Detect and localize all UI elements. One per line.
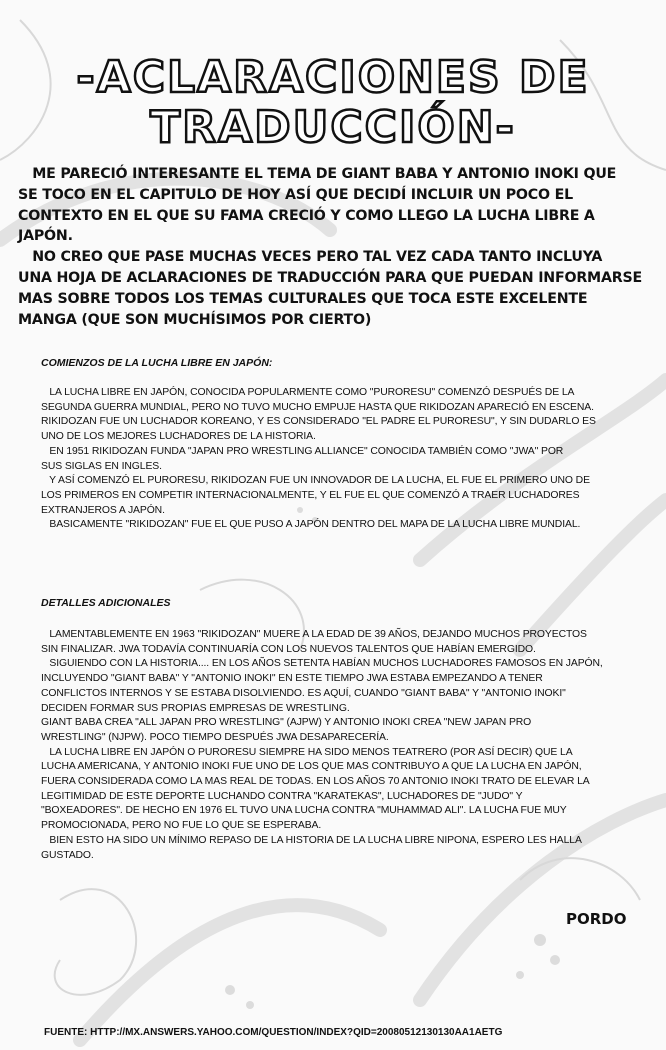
- body-line: BASICAMENTE "RIKIDOZAN" FUE EL QUE PUSO A JAPÓN DENTRO DEL MAPA DE LA LUCHA LIBRE MUNDIAL.: [41, 519, 581, 531]
- intro-line: NO CREO QUE PASE MUCHAS VECES PERO TAL VEZ CADA TANTO INCLUYA: [18, 249, 603, 266]
- body-line: EN 1951 RIKIDOZAN FUNDA "JAPAN PRO WRESTLING ALLIANCE" CONOCIDA TAMBIÉN COMO "JWA" POR: [41, 445, 564, 457]
- section-heading-detalles: DETALLES ADICIONALES: [41, 597, 171, 609]
- section-body-comienzos: [41, 386, 596, 533]
- body-line: SIN FINALIZAR. JWA TODAVÍA CONTINUARÍA CON LOS NUEVOS TALENTOS QUE HABÍAN EMERGIDO.: [41, 643, 536, 655]
- body-line: CONFLICTOS INTERNOS Y SE ESTABA DISOLVIENDO. ES AQUÍ, CUANDO "GIANT BABA" Y "ANTONIO INOKI": [41, 687, 566, 699]
- body-line: EXTRANJEROS A JAPÓN.: [41, 504, 165, 516]
- source-citation: FUENTE: HTTP://MX.ANSWERS.YAHOO.COM/QUESTION/INDEX?QID=20080512130130AA1AETG: [44, 1027, 503, 1038]
- intro-line: MAS SOBRE TODOS LOS TEMAS CULTURALES QUE TOCA ESTE EXCELENTE: [18, 290, 588, 307]
- body-line: FUERA CONSIDERADA COMO LA MAS REAL DE TODAS. EN LOS AÑOS 70 ANTONIO INOKI TRATO DE ELEVAR LA: [41, 776, 590, 788]
- body-line: RIKIDOZAN FUE UN LUCHADOR KOREANO, Y ES CONSIDERADO "EL PADRE EL PURORESU", Y SIN DUDARLO ES: [41, 416, 596, 428]
- body-line: LA LUCHA LIBRE EN JAPÓN O PURORESU SIEMPRE HA SIDO MENOS TEATRERO (POR ASÍ DECIR) QUE LA: [41, 746, 573, 758]
- intro-line: CONTEXTO EN EL QUE SU FAMA CRECIÓ Y COMO LLEGO LA LUCHA LIBRE A: [18, 207, 595, 224]
- body-line: WRESTLING" (NJPW). POCO TIEMPO DESPUÉS JWA DESAPARECERÍA.: [41, 731, 389, 743]
- intro-line: UNA HOJA DE ACLARACIONES DE TRADUCCIÓN PARA QUE PUEDAN INFORMARSE: [18, 269, 642, 286]
- intro-line: MANGA (QUE SON MUCHÍSIMOS POR CIERTO): [18, 311, 372, 328]
- section-body-detalles: [41, 628, 603, 863]
- body-line: Y ASÍ COMENZÓ EL PURORESU, RIKIDOZAN FUE UN INNOVADOR DE LA LUCHA, EL FUE EL PRIMERO UNO DE: [41, 475, 590, 487]
- body-line: LEGITIMIDAD DE ESTE DEPORTE LUCHANDO CONTRA "KARATEKAS", LUCHADORES DE "JUDO" Y: [41, 790, 523, 802]
- body-line: SEGUNDA GUERRA MUNDIAL, PERO NO TUVO MUCHO EMPUJE HASTA QUE RIKIDOZAN APARECIÓ EN ESCENA.: [41, 401, 594, 413]
- page-title-line-1: -ACLARACIONES DE: [76, 52, 590, 103]
- body-line: SIGUIENDO CON LA HISTORIA.... EN LOS AÑOS SETENTA HABÍAN MUCHOS LUCHADORES FAMOSOS EN JAPÓN,: [41, 658, 603, 670]
- body-line: PROMOCIONADA, PERO NO FUE LO QUE SE ESPERABA.: [41, 820, 322, 832]
- body-line: DECIDEN FORMAR SUS PROPIAS EMPRESAS DE WRESTLING.: [41, 702, 350, 714]
- body-line: LOS PRIMEROS EN COMPETIR INTERNACIONALMENTE, Y EL FUE EL QUE COMENZÓ A TRAER LUCHADORES: [41, 489, 580, 501]
- body-line: LAMENTABLEMENTE EN 1963 "RIKIDOZAN" MUERE A LA EDAD DE 39 AÑOS, DEJANDO MUCHOS PROYECTOS: [41, 629, 587, 640]
- body-line: GIANT BABA CREA "ALL JAPAN PRO WRESTLING" (AJPW) Y ANTONIO INOKI CREA "NEW JAPAN PRO: [41, 717, 532, 729]
- intro-line: ME PARECIÓ INTERESANTE EL TEMA DE GIANT BABA Y ANTONIO INOKI QUE: [18, 166, 617, 182]
- intro-line: SE TOCO EN EL CAPITULO DE HOY ASÍ QUE DECIDÍ INCLUIR UN POCO EL: [18, 186, 573, 203]
- body-line: "BOXEADORES". DE HECHO EN 1976 EL TUVO UNA LUCHA CONTRA "MUHAMMAD ALI". LA LUCHA FUE MUY: [41, 805, 567, 817]
- body-line: INCLUYENDO "GIANT BABA" Y "ANTONIO INOKI" EN ESTE TIEMPO JWA ESTABA EMPEZANDO A TENER: [41, 673, 543, 685]
- body-line: BIEN ESTO HA SIDO UN MÍNIMO REPASO DE LA HISTORIA DE LA LUCHA LIBRE NIPONA, ESPERO LES HALLA: [41, 834, 582, 846]
- body-line: LUCHA AMERICANA, Y ANTONIO INOKI FUE UNO DE LOS QUE MAS CONTRIBUYO A QUE LA LUCHA EN JAPÓN,: [41, 761, 582, 773]
- translator-signature: PORDO: [566, 910, 627, 928]
- body-line: GUSTADO.: [41, 849, 94, 861]
- body-line: SUS SIGLAS EN INGLES.: [41, 460, 162, 472]
- body-line: LA LUCHA LIBRE EN JAPÓN, CONOCIDA POPULARMENTE COMO "PURORESU" COMENZÓ DESPUÉS DE LA: [41, 387, 575, 398]
- body-line: UNO DE LOS MEJORES LUCHADORES DE LA HISTORIA.: [41, 431, 316, 443]
- intro-paragraph: [18, 164, 642, 330]
- intro-line: JAPÓN.: [18, 228, 73, 245]
- page-title-line-2: TRADUCCIÓN-: [150, 102, 516, 153]
- section-heading-comienzos: COMIENZOS DE LA LUCHA LIBRE EN JAPÓN:: [41, 357, 273, 369]
